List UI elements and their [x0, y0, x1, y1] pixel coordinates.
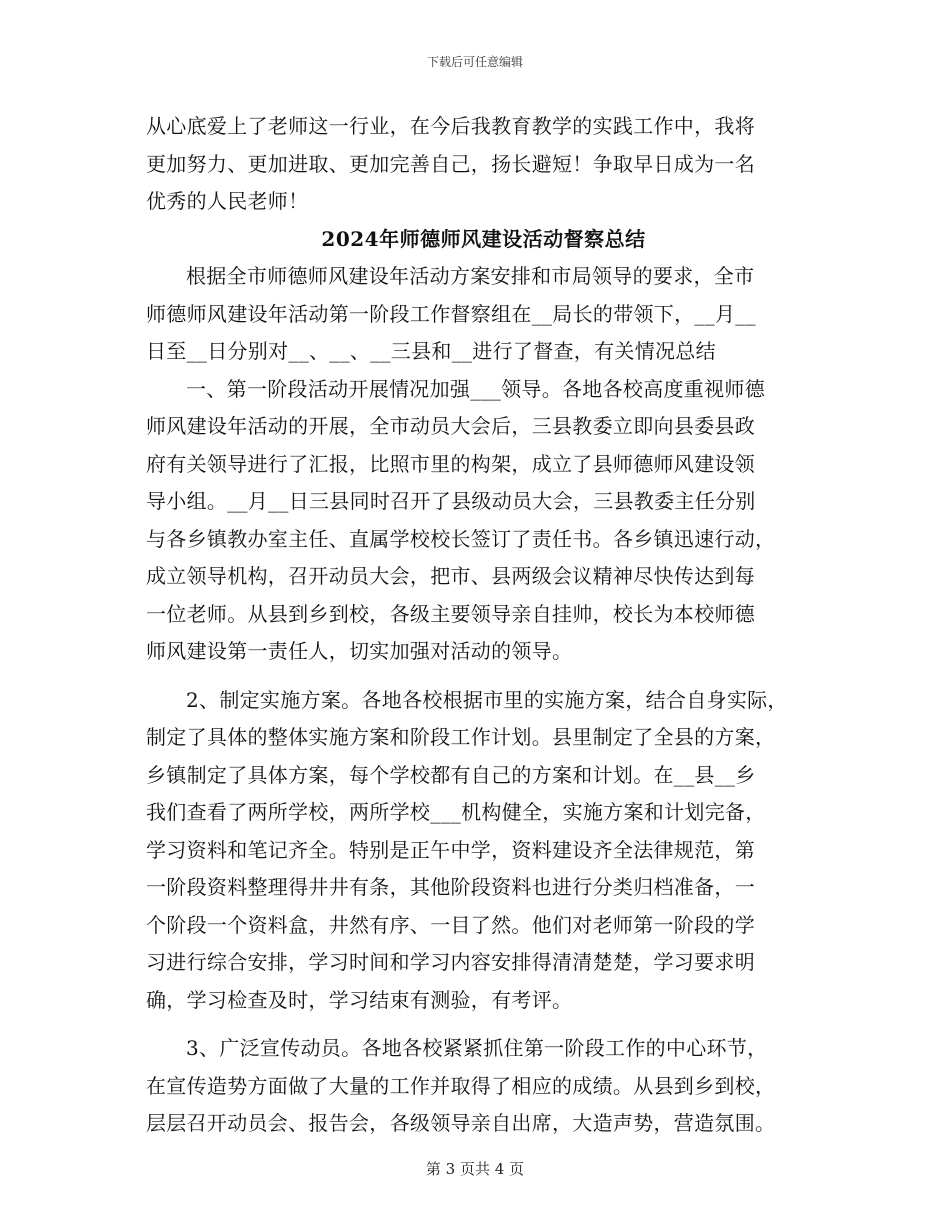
paragraph-line: 学习资料和笔记齐全。特别是正午中学，资料建设齐全法律规范，第 [146, 837, 755, 862]
paragraph-line: 习进行综合安排，学习时间和学习内容安排得清清楚楚，学习要求明 [146, 950, 755, 974]
paragraph-line: 2、制定实施方案。各地各校根据市里的实施方案，结合自身实际， [186, 687, 788, 712]
paragraph-line: 日至__日分别对__、__、__三县和__进行了督查，有关情况总结 [146, 339, 716, 363]
paragraph-line: 一、第一阶段活动开展情况加强___领导。各地各校高度重视师德 [186, 376, 765, 401]
paragraph-line: 一阶段资料整理得井井有条，其他阶段资料也进行分类归档准备，一 [146, 875, 755, 899]
document-body [146, 108, 821, 1143]
paragraph-line: 府有关领导进行了汇报，比照市里的构架，成立了县师德师风建设领 [146, 451, 755, 476]
paragraph-line: 师风建设年活动的开展，全市动员大会后，三县教委立即向县委县政 [146, 414, 755, 438]
page-header: 下载后可任意编辑 [426, 55, 523, 69]
paragraph-line: 制定了具体的整体实施方案和阶段工作计划。县里制定了全县的方案， [146, 725, 776, 749]
paragraph-line: 更加努力、更加进取、更加完善自己，扬长避短！争取早日成为一名 [146, 151, 755, 176]
paragraph-line: 与各乡镇教办室主任、直属学校校长签订了责任书。各乡镇迅速行动， [146, 526, 776, 551]
paragraph-line: 根据全市师德师风建设年活动方案安排和市局领导的要求，全市 [186, 264, 755, 288]
document-title: 2024年师德师风建设活动督察总结 [321, 226, 646, 251]
paragraph-line: 导小组。__月__日三县同时召开了县级动员大会，三县教委主任分别 [146, 489, 756, 513]
paragraph-line: 确，学习检查及时，学习结束有测验，有考评。 [146, 987, 573, 1012]
paragraph-line: 乡镇制定了具体方案，每个学校都有自己的方案和计划。在__县__乡 [146, 762, 756, 787]
paragraph-line: 在宣传造势方面做了大量的工作并取得了相应的成绩。从县到乡到校， [146, 1073, 776, 1098]
paragraph-line: 师风建设第一责任人，切实加强对活动的领导。 [146, 639, 573, 663]
paragraph-line: 3、广泛宣传动员。各地各校紧紧抓住第一阶段工作的中心环节， [186, 1036, 768, 1060]
paragraph-line: 从心底爱上了老师这一行业，在今后我教育教学的实践工作中，我将 [146, 114, 755, 138]
paragraph-line: 一位老师。从县到乡到校，各级主要领导亲自挂帅，校长为本校师德 [146, 601, 755, 626]
paragraph-line: 成立领导机构，召开动员大会，把市、县两级会议精神尽快传达到每 [146, 564, 755, 588]
paragraph-line: 层层召开动员会、报告会，各级领导亲自出席，大造声势，营造氛围。 [146, 1111, 776, 1135]
page-number: 第 3 页共 4 页 [425, 1160, 525, 1178]
paragraph-line: 师德师风建设年活动第一阶段工作督察组在__局长的带领下，__月__ [146, 301, 756, 326]
paragraph-line: 我们查看了两所学校，两所学校___机构健全，实施方案和计划完备， [146, 800, 766, 824]
paragraph-line: 优秀的人民老师！ [146, 189, 309, 213]
paragraph-line: 个阶段一个资料盒，井然有序、一目了然。他们对老师第一阶段的学 [146, 912, 755, 937]
